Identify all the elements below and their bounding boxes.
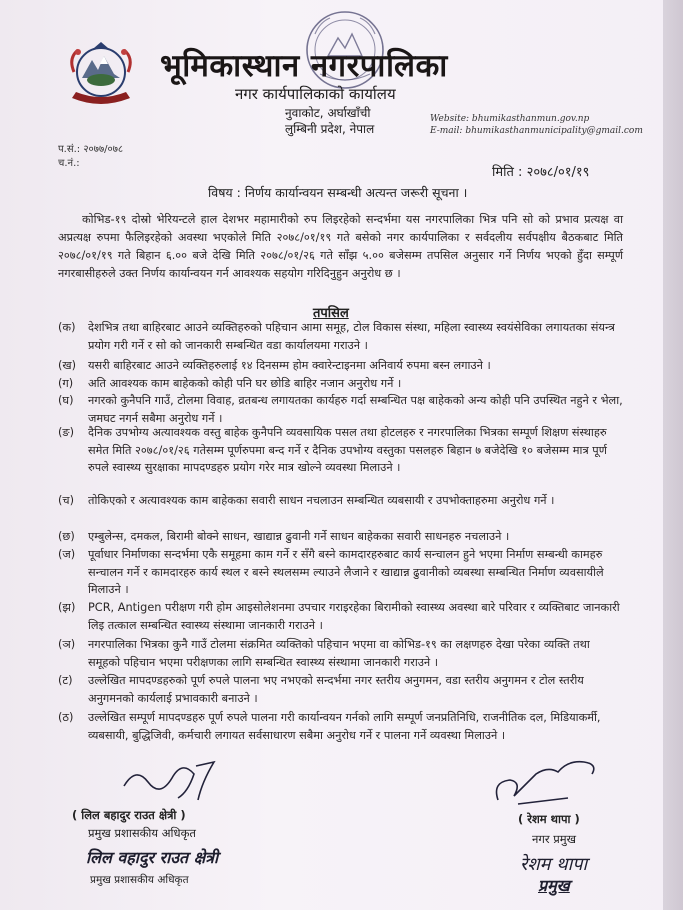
left-signatory-title: प्रमुख प्रशासकीय अधिकृत [88, 826, 196, 840]
item-number: (च) [58, 494, 74, 507]
schedule-item [58, 357, 623, 375]
website-text: Website: bhumikasthanmun.gov.np [430, 114, 590, 124]
schedule-item [58, 709, 623, 744]
item-text: नगरपालिका भित्रका कुनै गाउँ टोलमा संक्रमित व्यक्तिको पहिचान भएमा वा कोभिड-१९ का लक्षणहरु देखा परेका व्यक्ति तथा समूहको पहिचान भएमा परीक्षणका लागि सम्बन्धित स्वास्थ्य संस्थामा जानकारी गराउने । [88, 638, 590, 669]
schedule-item [58, 492, 623, 510]
schedule-item [58, 636, 623, 671]
item-number: (ञ) [58, 638, 76, 651]
office-location-district: नुवाकोट, अर्घाखाँची [285, 106, 371, 120]
item-number: (ठ) [58, 711, 74, 724]
item-number: (ट) [58, 674, 73, 687]
schedule-item [58, 319, 623, 354]
notice-subject: विषय : निर्णय कार्यान्वयन सम्बन्धी अत्यन्त जरूरी सूचना । [208, 185, 468, 200]
item-number: (घ) [58, 394, 74, 407]
item-text: दैनिक उपभोग्य अत्यावश्यक वस्तु बाहेक कुनैपनि व्यवसायिक पसल तथा होटलहरु र नगरपालिका भित्रका सम्पूर्ण शिक्षण संस्थाहरु समेत मिति २०७८/०१/२६ गतेसम्म पूर्णरुपमा बन्द गर्ने र दैनिक उपभोग्य वस्तुका पसलहरु बिहान ७ बजेदेखि १० बजेसम्म मात्र पूर्ण रुपले स्वास्थ्य सुरक्षाका मापदण्डहरु प्रयोग गरेर मात्र खोल्ने व्यवस्था मिलाउने । [88, 426, 607, 475]
item-number: (क) [58, 321, 76, 334]
item-number: (ख) [58, 359, 77, 372]
schedule-item [58, 528, 623, 546]
municipality-title: भूमिकास्थान नगरपालिका [160, 48, 448, 84]
item-number: (झ) [58, 601, 76, 614]
nepal-emblem-icon [64, 38, 138, 108]
item-text: यसरी बाहिरबाट आउने व्यक्तिहरुलाई १४ दिनसम्म होम क्वारेन्टाइनमा अनिवार्य रुपमा बस्न लगाउने । [88, 359, 491, 372]
left-name-stamp: लिल वहादुर राउत क्षेत्री [86, 848, 219, 867]
reference-number: प.सं.: २०७७/०७८ [58, 144, 124, 155]
page-edge-shadow [663, 0, 683, 910]
schedule-item [58, 599, 623, 634]
right-signatory-name: ( रेशम थापा ) [518, 812, 580, 826]
email-text: E-mail: bhumikasthanmunicipality@gmail.com [430, 126, 643, 136]
schedule-item [58, 392, 623, 427]
item-text: PCR, Antigen परीक्षण गरी होम आइसोलेशनमा उपचार गराइरहेका बिरामीको स्वास्थ्य अवस्था बारे परिवार र व्यक्तिबाट जानकारी लिइ तत्काल सम्बन्धित स्वास्थ्य संस्थामा जानकारी गराउने । [88, 601, 620, 632]
left-signatory-name: ( लिल बहादुर राउत क्षेत्री ) [72, 808, 186, 822]
left-title-stamp: प्रमुख प्रशासकीय अधिकृत [90, 874, 189, 886]
item-text: देशभित्र तथा बाहिरबाट आउने व्यक्तिहरुको पहिचान आमा समूह, टोल विकास संस्था, महिला स्वास्थ्य स्वयंसेविका लगायतका संयन्त्र प्रयोग गरी गर्ने र सो को जानकारी सम्बन्धित वडा कार्यालयमा गराउने । [88, 321, 615, 352]
right-signature-icon [488, 752, 608, 812]
item-text: पूर्वाधार निर्माणका सन्दर्भमा एकै समूहमा काम गर्ने र सँगै बस्ने कामदारहरुबाट कार्य सन्चालन हुने भएमा निर्माण सम्बन्धी कामहरु सन्चालन गर्ने र कामदारहरु कार्य स्थल र बस्ने स्थलसम्म ल्याउने लैजाने र खाद्यान्न ढुवानीको व्यबस्था सम्बन्धित निर्माण व्यवसायीले मिलाउने । [88, 548, 604, 597]
item-text: उल्लेखित मापदण्डहरुको पूर्ण रुपले पालना भए नभएको सन्दर्भमा नगर स्तरीय अनुगमन, वडा स्तरीय अनुगमन र टोल स्तरीय अनुगमनको कार्यलाई प्रभावकारी बनाउने । [88, 674, 584, 705]
item-text: नगरको कुनैपनि गाउँ, टोलमा विवाह, व्रतबन्ध लगायतका कार्यहरु गर्दा सम्बन्धित पक्ष बाहेकको अन्य कोही पनि उपस्थित नहुने र भेला, जमघट नगर्न सबैमा अनुरोध गर्ने । [88, 394, 623, 425]
item-number: (ग) [58, 377, 74, 390]
schedule-item [58, 424, 623, 477]
item-number: (ज) [58, 548, 76, 561]
item-text: एम्बुलेन्स, दमकल, बिरामी बोक्ने साधन, खाद्यान्न ढुवानी गर्ने साधन बाहेकका सवारी साधनहरु नचलाउने । [88, 530, 510, 543]
schedule-item [58, 375, 623, 393]
intro-paragraph: कोभिड-१९ दोस्रो भेरियन्टले हाल देशभर महामारीको रुप लिइरहेको सन्दर्भमा यस नगरपालिका भित्र पनि सो को प्रभाव प्रत्यक्ष वा अप्रत्यक्ष रुपमा फैलिइरहेको अवस्था भएकोले मिति २०७८/०१/१९ गते बसेको नगर कार्यपालिका र सर्वदलीय सर्वपक्षीय बैठकबाट मिति २०७८/०१/१९ गते बिहान ६.०० बजे देखि मिति २०७८/०१/२६ गते साँझ ५.०० बजेसम्म तपसिल अनुसार गर्ने निर्णय भएको हुँदा सम्पूर्ण नगरबासीहरुले उक्त निर्णय कार्यान्वयन गर्न आवश्यक सहयोग गरिदिनुहुन अनुरोध छ । [58, 213, 623, 280]
notice-date: मिति : २०७८/०१/१९ [492, 165, 590, 180]
right-name-stamp: रेशम थापा [520, 854, 588, 875]
schedule-item [58, 672, 623, 707]
schedule-heading: तपसिल [313, 306, 349, 321]
office-location-province: लुम्बिनी प्रदेश, नेपाल [285, 122, 375, 136]
item-text: अति आवश्यक काम बाहेकको कोही पनि घर छोडि बाहिर नजान अनुरोध गर्ने । [88, 377, 402, 390]
dispatch-number: च.नं.: [58, 158, 80, 169]
right-title-stamp: प्रमुख [538, 876, 570, 895]
left-signature-icon [118, 752, 228, 804]
item-text: उल्लेखित सम्पूर्ण मापदण्डहरु पूर्ण रुपले पालना गरी कार्यान्वयन गर्नको लागि सम्पूर्ण जनप्रतिनिधि, राजनीतिक दल, मिडियाकर्मी, व्यबसायी, बुद्धिजिवी, कर्मचारी लगायत सर्वसाधारण सबैमा अनुरोध गर्ने र पालना गर्ने व्यवस्था मिलाउने । [88, 711, 601, 742]
item-text: तोकिएको र अत्यावश्यक काम बाहेकका सवारी साधन नचलाउन सम्बन्धित व्यबसायी र उपभोक्ताहरुमा अनुरोध गर्ने । [88, 494, 555, 507]
right-signatory-title: नगर प्रमुख [532, 832, 577, 846]
item-number: (छ) [58, 530, 75, 543]
office-subtitle: नगर कार्यपालिकाको कार्यालय [235, 85, 396, 103]
item-number: (ङ) [58, 426, 75, 439]
schedule-item [58, 546, 623, 599]
